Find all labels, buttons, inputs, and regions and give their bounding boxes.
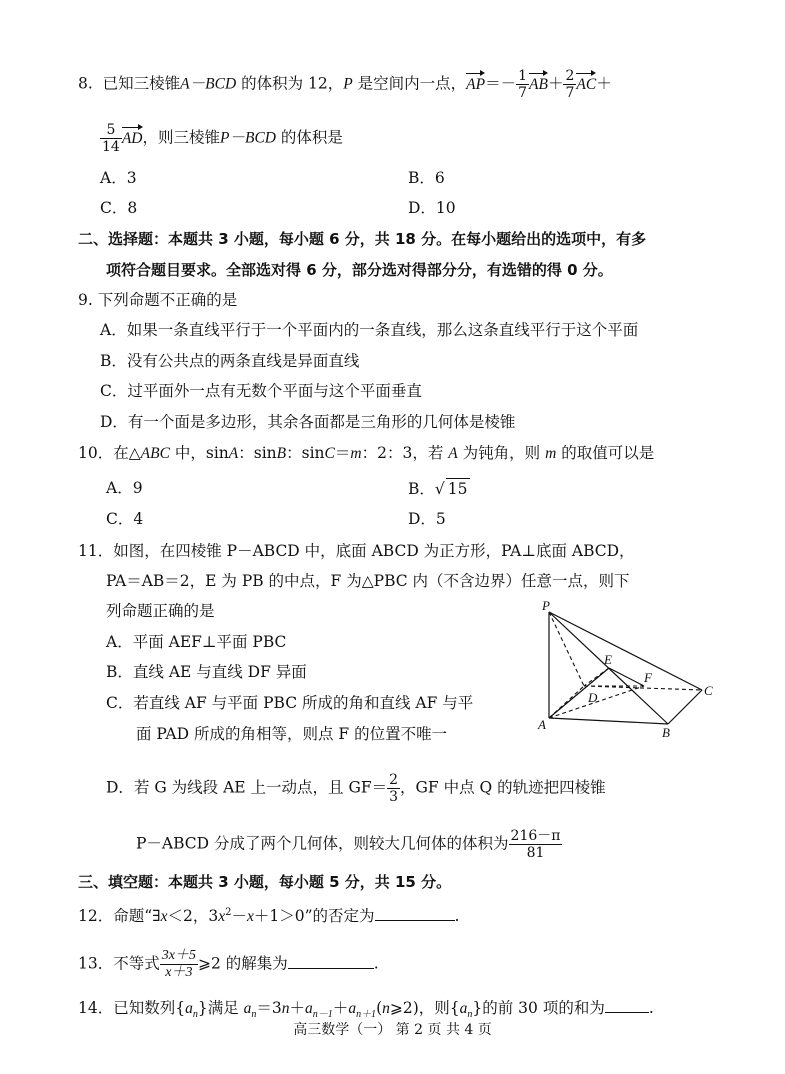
q11-stem-line1: 11．如图，在四棱锥 P－ABCD 中，底面 ABCD 为正方形，PA⊥底面 ABCD， — [78, 542, 635, 560]
label-E: E — [604, 652, 612, 667]
edge-AD — [549, 686, 584, 718]
section2-heading-line1: 二、选择题：本题共 3 小题，每小题 6 分，共 18 分。在每小题给出的选项中，有多 — [78, 230, 647, 248]
q11-option-b: B．直线 AE 与直线 DF 异面 — [106, 663, 307, 681]
q9-option-d: D．有一个面是多边形，其余各面都是三角形的几何体是棱锥 — [100, 413, 516, 431]
q9-option-b: B．没有公共点的两条直线是异面直线 — [100, 352, 360, 370]
q8-line2: $\frac{5}{14}$ AD，则三棱锥P－BCD 的体积是 — [102, 122, 343, 155]
q9-option-a: A．如果一条直线平行于一个平面内的一条直线，那么这条直线平行于这个平面 — [100, 321, 639, 339]
page-footer: 高三数学（一） 第 2 页 共 4 页 — [293, 1022, 492, 1038]
edge-PD — [549, 612, 584, 686]
q12-answer-blank[interactable] — [375, 904, 455, 921]
q8-line1: 8. 已知三棱锥A－BCD 的体积为 12，P 是空间内一点，AP＝－ $\frac{1}{7}$ AB＋ $\frac{2}{7}$ AC＋ — [78, 68, 612, 101]
q11-stem-line2: PA＝AB＝2，E 为 PB 的中点，F 为△PBC 内（不含边界）任意一点，则下 — [106, 572, 630, 590]
q11-option-d-line2: P－ABCD 分成了两个几何体，则较大几何体的体积为 $\frac{216-\pi}{81}$ — [136, 828, 561, 861]
q8-option-c: C．8 — [100, 199, 138, 217]
q11-stem-line3: 列命题正确的是 — [106, 602, 215, 620]
q10-option-d: D．5 — [408, 510, 446, 528]
label-B: B — [662, 725, 670, 740]
q14-stem: 14．已知数列$\{a_n\}$满足 $a_n=3n+a_{n-1}+a_{n+1}(n⩾2)$，则$\{a_n\}$的前 30 项的和为 . — [78, 996, 654, 1025]
edge-EF — [609, 668, 644, 686]
edge-AB — [549, 718, 668, 724]
label-D: D — [588, 690, 598, 705]
q9-stem: 9. 下列命题不正确的是 — [78, 291, 238, 309]
q8-option-b: B．6 — [408, 169, 445, 187]
q10-option-a: A．9 — [106, 479, 143, 497]
q13-stem: 13．不等式 $\frac{3x+5}{x+3}$ ⩾2 的解集为 . — [78, 948, 379, 980]
q11-option-c-line1: C．若直线 AF 与平面 PBC 所成的角和直线 AF 与平 — [106, 694, 474, 712]
q12-stem: 12．命题“∃x＜2，$3x^2-x+1>0$”的否定为 . — [78, 903, 459, 927]
section3-heading: 三、填空题：本题共 3 小题，每小题 5 分，共 15 分。 — [78, 873, 452, 891]
q10-stem: 10．在△ABC 中，sinA：sinB：sinC＝m：2：3，若 A 为钝角，则 m 的取值可以是 — [78, 444, 655, 462]
q11-option-c-line2: 面 PAD 所成的角相等，则点 F 的位置不唯一 — [136, 725, 448, 743]
edge-PC — [549, 612, 702, 690]
label-C: C — [704, 683, 713, 698]
q14-answer-blank[interactable] — [605, 996, 649, 1013]
edge-BC — [668, 690, 702, 724]
q10-option-c: C．4 — [106, 510, 144, 528]
label-A: A — [538, 717, 546, 732]
q9-option-c: C．过平面外一点有无数个平面与这个平面垂直 — [100, 382, 422, 400]
q11-option-a: A．平面 AEF⊥平面 PBC — [106, 633, 287, 651]
pyramid-figure — [532, 598, 722, 748]
q8-option-d: D．10 — [408, 199, 456, 217]
q10-option-b: B．√ 15 — [408, 480, 468, 498]
label-P: P — [542, 598, 550, 613]
q11-option-d-line1: D．若 G 为线段 AE 上一动点，且 GF＝ $\frac{2}{3}$ ，GF 中点 Q 的轨迹把四棱锥 — [106, 772, 606, 805]
q13-answer-blank[interactable] — [288, 952, 374, 969]
section2-heading-line2: 项符合题目要求。全部选对得 6 分，部分选对得部分分，有选错的得 0 分。 — [106, 261, 613, 279]
q8-option-a: A．3 — [100, 169, 137, 187]
label-F: F — [644, 670, 652, 685]
